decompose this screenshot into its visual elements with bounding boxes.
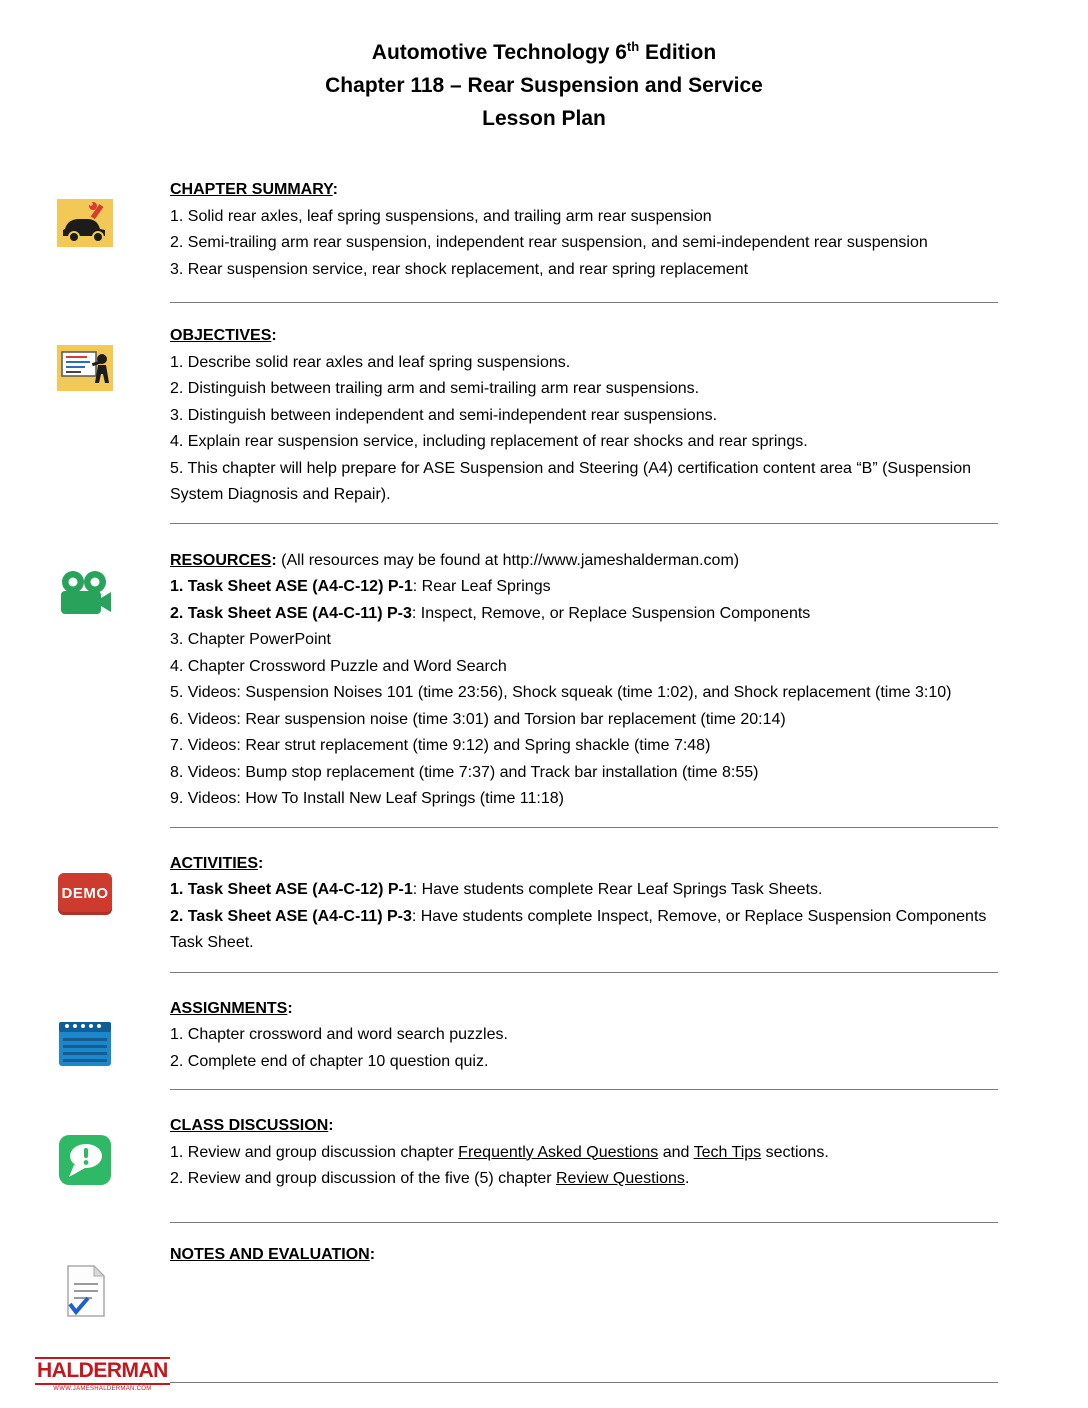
section-content	[170, 548, 1088, 813]
section-objectives	[0, 323, 1088, 509]
section-class-discussion	[0, 1113, 1088, 1193]
section-chapter-summary	[0, 177, 1088, 283]
section-divider	[170, 827, 998, 828]
section-content	[170, 177, 1088, 283]
section-heading: ASSIGNMENTS:	[170, 999, 293, 1017]
list-item: 1. Chapter crossword and word search puzzles.	[170, 1026, 508, 1043]
section-heading: CLASS DISCUSSION:	[170, 1117, 334, 1134]
section-icon-cell	[0, 996, 170, 1076]
list-item: 9. Videos: How To Install New Leaf Springs (time 11:18)	[170, 790, 564, 807]
list-item: 1. Task Sheet ASE (A4-C-12) P-1: Rear Leaf Springs	[170, 578, 551, 595]
section-icon-cell	[0, 177, 170, 283]
list-item: 3. Distinguish between independent and semi-independent rear suspensions.	[170, 406, 718, 424]
movie-camera-icon	[57, 570, 113, 620]
demo-badge-label: DEMO	[61, 885, 109, 902]
section-divider	[170, 1222, 998, 1223]
halderman-logo	[35, 1357, 170, 1392]
list-item: 2. Semi-trailing arm rear suspension, independent rear suspension, and semi-independent rear suspension	[170, 234, 928, 251]
list-item: 2. Complete end of chapter 10 question quiz.	[170, 1052, 489, 1070]
list-item: 2. Review and group discussion of the five (5) chapter Review Questions.	[170, 1170, 690, 1187]
section-divider	[170, 1382, 998, 1383]
list-item: 2. Task Sheet ASE (A4-C-11) P-3: Have students complete Inspect, Remove, or Replace Suspension Components Task Sheet.	[170, 907, 987, 951]
section-divider	[170, 1089, 998, 1090]
notepad-icon	[57, 1018, 113, 1068]
section-divider	[170, 523, 998, 524]
section-heading: ACTIVITIES:	[170, 854, 264, 872]
list-item: 1. Describe solid rear axles and leaf spring suspensions.	[170, 353, 571, 371]
underlined-term-tech-tips: Tech Tips	[693, 1143, 762, 1161]
section-icon-cell	[0, 851, 170, 957]
document-check-icon	[62, 1264, 108, 1318]
list-item: 6. Videos: Rear suspension noise (time 3:01) and Torsion bar replacement (time 20:14)	[170, 710, 786, 728]
section-activities	[0, 851, 1088, 957]
list-item: 1. Solid rear axles, leaf spring suspensions, and trailing arm rear suspension	[170, 207, 712, 225]
title-line-2: Chapter 118 – Rear Suspension and Service	[325, 74, 763, 97]
section-resources	[0, 548, 1088, 813]
list-item: 2. Task Sheet ASE (A4-C-11) P-3: Inspect, Remove, or Replace Suspension Components	[170, 604, 811, 622]
resources-note: (All resources may be found at http://www.jameshalderman.com)	[276, 551, 740, 569]
section-heading: CHAPTER SUMMARY:	[170, 181, 338, 198]
section-icon-cell	[0, 323, 170, 509]
section-heading: NOTES AND EVALUATION:	[170, 1245, 376, 1263]
halderman-logo-url: WWW.JAMESHALDERMAN.COM	[53, 1386, 152, 1392]
section-divider	[170, 972, 998, 973]
section-heading: RESOURCES: (All resources may be found at http://www.jameshalderman.com)	[170, 551, 740, 569]
halderman-logo-wordmark: HALDERMAN	[35, 1357, 170, 1385]
list-item: 3. Chapter PowerPoint	[170, 631, 331, 648]
demo-badge-icon	[58, 873, 112, 915]
list-item: 1. Task Sheet ASE (A4-C-12) P-1: Have students complete Rear Leaf Springs Task Sheets.	[170, 881, 823, 898]
section-heading: OBJECTIVES:	[170, 327, 277, 344]
underlined-term-faq: Frequently Asked Questions	[458, 1143, 659, 1161]
section-content	[170, 323, 1088, 509]
section-assignments	[0, 996, 1088, 1076]
section-icon-cell	[0, 1113, 170, 1193]
speech-bubble-icon	[59, 1135, 111, 1185]
list-item: 1. Review and group discussion chapter Frequently Asked Questions and Tech Tips sections.	[170, 1143, 829, 1161]
list-item: 3. Rear suspension service, rear shock replacement, and rear spring replacement	[170, 260, 749, 278]
list-item: 8. Videos: Bump stop replacement (time 7:37) and Track bar installation (time 8:55)	[170, 763, 759, 781]
list-item: 4. Chapter Crossword Puzzle and Word Search	[170, 657, 507, 675]
list-item: 2. Distinguish between trailing arm and semi-trailing arm rear suspensions.	[170, 380, 700, 397]
list-item: 7. Videos: Rear strut replacement (time 9:12) and Spring shackle (time 7:48)	[170, 737, 711, 754]
presentation-board-icon	[57, 345, 113, 391]
document-title	[0, 0, 1088, 135]
list-item: 5. This chapter will help prepare for ASE Suspension and Steering (A4) certification content area “B” (Suspension System Diagnosis and Repair).	[170, 459, 972, 503]
section-content	[170, 1113, 1088, 1193]
section-icon-cell	[0, 548, 170, 813]
car-repair-icon	[57, 199, 113, 247]
list-item: 5. Videos: Suspension Noises 101 (time 23:56), Shock squeak (time 1:02), and Shock replacement (time 3:10)	[170, 684, 952, 701]
underlined-term-review-questions: Review Questions	[555, 1170, 685, 1187]
section-notes-evaluation	[0, 1242, 1088, 1318]
title-line-3: Lesson Plan	[482, 107, 606, 130]
section-content	[170, 1242, 1088, 1318]
section-divider	[170, 302, 998, 303]
section-content	[170, 851, 1088, 957]
title-line-1: Automotive Technology 6th Edition	[371, 39, 717, 64]
list-item: 4. Explain rear suspension service, including replacement of rear shocks and rear springs.	[170, 433, 808, 450]
section-content	[170, 996, 1088, 1076]
section-icon-cell	[0, 1242, 170, 1318]
